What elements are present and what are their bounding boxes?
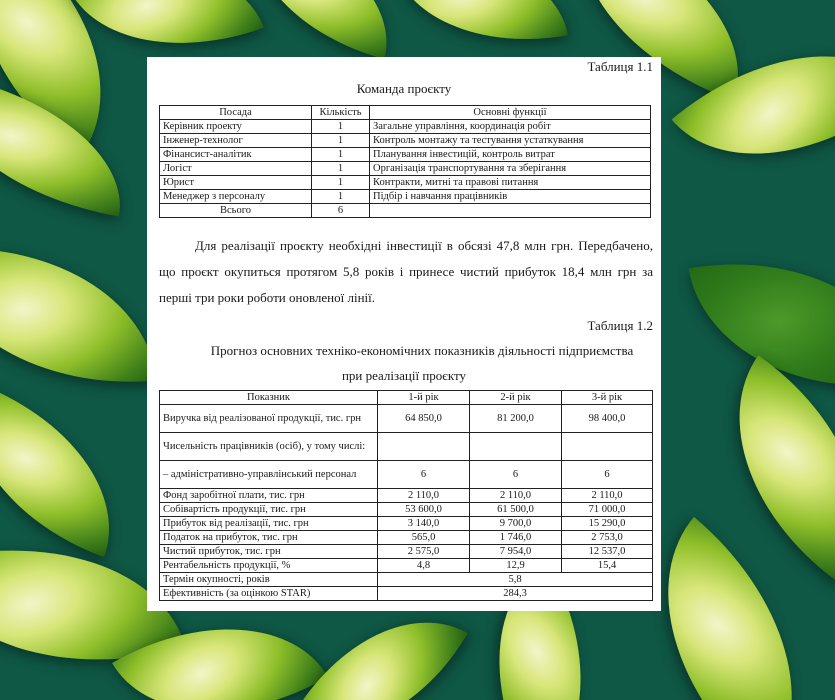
indicator-cell: Собівартість продукції, тис. грн: [160, 503, 378, 517]
indicator-cell: Рентабельність продукції, %: [160, 559, 378, 573]
header-cell: 1-й рік: [378, 391, 470, 405]
header-cell: Показник: [160, 391, 378, 405]
value-cell: [378, 433, 470, 461]
position-cell: Логіст: [160, 162, 312, 176]
value-cell: 81 200,0: [470, 405, 562, 433]
investment-paragraph: Для реалізації проєкту необхідні інвестиції в обсязі 47,8 млн грн. Передбачено, що проєкт окупиться протягом 5,8 років і принесе чистий прибуток 18,4 млн грн за перші три роки роботи оновленої лінії.: [159, 238, 653, 305]
table-row: [160, 531, 653, 545]
team-table: [159, 105, 651, 218]
indicator-cell: Фонд заробітної плати, тис. грн: [160, 489, 378, 503]
value-cell: 15 290,0: [562, 517, 653, 531]
table-row: [160, 559, 653, 573]
table1-title: Команда проєкту: [356, 81, 452, 96]
value-cell: 3 140,0: [378, 517, 470, 531]
functions-cell: Планування інвестицій, контроль витрат: [370, 148, 651, 162]
table1-caption: Таблиця 1.1: [587, 59, 653, 74]
total-label-cell: Всього: [160, 204, 312, 218]
value-cell: [470, 433, 562, 461]
indicator-cell: Прибуток від реалізації, тис. грн: [160, 517, 378, 531]
indicator-cell: Виручка від реалізованої продукції, тис. грн: [160, 405, 378, 433]
table-row: [160, 489, 653, 503]
header-cell: Посада: [160, 106, 312, 120]
table-row: [160, 433, 653, 461]
table-row: [160, 405, 653, 433]
leaf-decoration: [0, 231, 156, 399]
header-cell: Основні функції: [370, 106, 651, 120]
value-cell: 2 575,0: [378, 545, 470, 559]
value-cell: 7 954,0: [470, 545, 562, 559]
value-cell: 1 746,0: [470, 531, 562, 545]
table-row: [160, 517, 653, 531]
indicator-cell: Податок на прибуток, тис. грн: [160, 531, 378, 545]
value-cell: 98 400,0: [562, 405, 653, 433]
count-cell: 1: [312, 134, 370, 148]
header-cell: 2-й рік: [470, 391, 562, 405]
table-row: [160, 162, 651, 176]
table-row: [160, 545, 653, 559]
value-cell: 71 000,0: [562, 503, 653, 517]
table-row: [160, 134, 651, 148]
value-cell: 2 110,0: [562, 489, 653, 503]
table2-caption: Таблиця 1.2: [587, 318, 653, 333]
value-cell: 6: [562, 461, 653, 489]
table-row: [160, 176, 651, 190]
forecast-table: [159, 390, 653, 601]
indicator-cell: Чисельність працівників (осіб), у тому числі:: [160, 433, 378, 461]
table-row: [160, 148, 651, 162]
position-cell: Інженер-технолог: [160, 134, 312, 148]
value-cell: 6: [378, 461, 470, 489]
value-cell: 64 850,0: [378, 405, 470, 433]
count-cell: 1: [312, 148, 370, 162]
table-row: [160, 503, 653, 517]
value-cell: 565,0: [378, 531, 470, 545]
value-cell: [562, 433, 653, 461]
value-cell: 53 600,0: [378, 503, 470, 517]
header-cell: 3-й рік: [562, 391, 653, 405]
table-row-merged: [160, 573, 653, 587]
count-cell: 1: [312, 190, 370, 204]
functions-cell: [370, 204, 651, 218]
table-row: [160, 120, 651, 134]
indicator-cell: Чистий прибуток, тис. грн: [160, 545, 378, 559]
table-header-row: [160, 391, 653, 405]
value-cell: 2 753,0: [562, 531, 653, 545]
functions-cell: Контроль монтажу та тестування устаткування: [370, 134, 651, 148]
total-row: [160, 204, 651, 218]
functions-cell: Загальне управління, координація робіт: [370, 120, 651, 134]
position-cell: Керівник проекту: [160, 120, 312, 134]
table-row: [160, 190, 651, 204]
position-cell: Менеджер з персоналу: [160, 190, 312, 204]
value-cell: 12 537,0: [562, 545, 653, 559]
value-cell: 4,8: [378, 559, 470, 573]
table-row: [160, 461, 653, 489]
document-page: [147, 57, 661, 611]
value-cell: 9 700,0: [470, 517, 562, 531]
position-cell: Юрист: [160, 176, 312, 190]
value-cell: 2 110,0: [378, 489, 470, 503]
table2-title-line2: при реалізації проєкту: [341, 368, 467, 383]
position-cell: Фінансист-аналітик: [160, 148, 312, 162]
functions-cell: Організація транспортування та зберігання: [370, 162, 651, 176]
table-header-row: [160, 106, 651, 120]
indicator-cell: Ефективність (за оцінкою STAR): [160, 587, 378, 601]
value-cell: 61 500,0: [470, 503, 562, 517]
indicator-cell: – адміністративно-управлінський персонал: [160, 461, 378, 489]
merged-value-cell: 5,8: [378, 573, 653, 587]
total-count-cell: 6: [312, 204, 370, 218]
leaf-decoration: [0, 383, 145, 557]
table-row-merged: [160, 587, 653, 601]
count-cell: 1: [312, 162, 370, 176]
functions-cell: Підбір і навчання працівників: [370, 190, 651, 204]
count-cell: 1: [312, 120, 370, 134]
header-cell: Кількість: [312, 106, 370, 120]
value-cell: 15,4: [562, 559, 653, 573]
indicator-cell: Термін окупності, років: [160, 573, 378, 587]
merged-value-cell: 284,3: [378, 587, 653, 601]
count-cell: 1: [312, 176, 370, 190]
value-cell: 2 110,0: [470, 489, 562, 503]
value-cell: 6: [470, 461, 562, 489]
leaf-decoration: [392, 0, 568, 63]
table2-title-line1: Прогноз основних техніко-економічних показників діяльності підприємства: [210, 343, 634, 358]
functions-cell: Контракти, митні та правові питання: [370, 176, 651, 190]
value-cell: 12,9: [470, 559, 562, 573]
